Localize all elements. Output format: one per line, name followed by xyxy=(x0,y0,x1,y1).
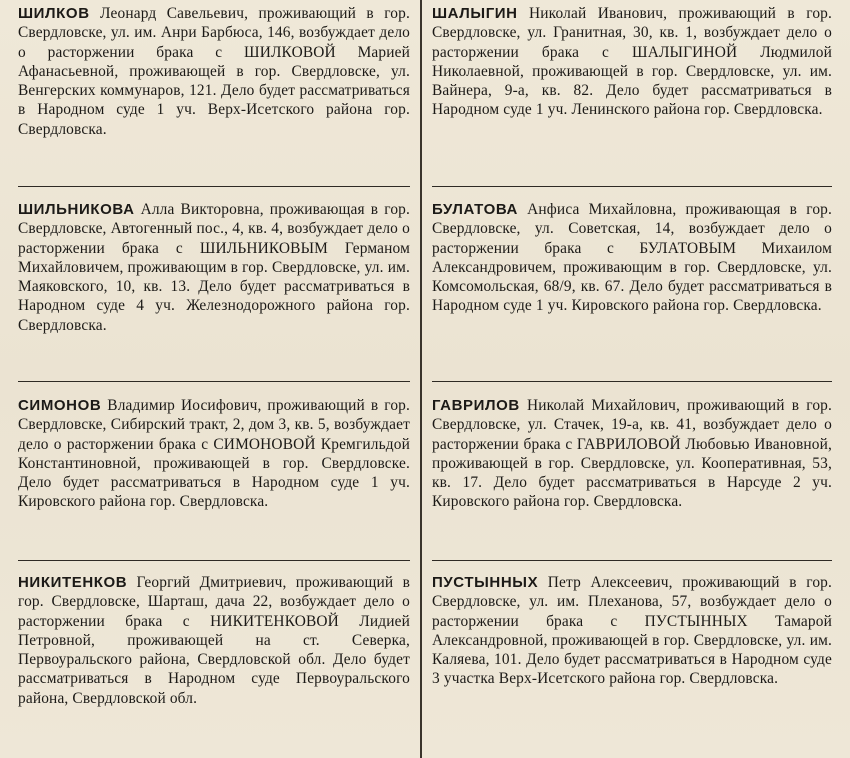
notice-nikitenkov xyxy=(18,573,410,708)
notice-surname: ШИЛЬНИКОВА xyxy=(18,201,135,218)
notice-divider xyxy=(18,186,410,187)
notice-gavrilov xyxy=(432,396,832,512)
notice-text: Владимир Иосифович, проживающий в гор. Свердловске, Сибирский тракт, 2, дом 3, кв. 5, возбуждает дело о расторжении брака с СИМОНОВОЙ Кремгильдой Константиновной, проживающей в гор. Свердловске. Дело будет рассматриваться в Народном суде 1 уч. Кировского района гор. Свердловска. xyxy=(18,397,411,511)
notice-text: Леонард Савельевич, проживающий в гор. Свердловске, ул. им. Анри Барбюса, 146, возбуждает дело о расторжении брака с ШИЛКОВОЙ Марией Афанасьевной, проживающей в гор. Свердловске, ул. Венгерских коммунаров, 121. Дело будет рассматриваться в Народном суде 1 уч. Верх-Исетского района гор. Свердловска. xyxy=(18,5,410,138)
notice-surname: ПУСТЫННЫХ xyxy=(432,574,539,591)
notice-pustynnykh xyxy=(432,573,832,689)
column-divider xyxy=(420,0,422,758)
notice-text: Алла Викторовна, проживающая в гор. Свердловске, Автогенный пос., 4, кв. 4, возбуждает дело о расторжении брака с ШИЛЬНИКОВЫМ Германом Михайловичем, проживающим в гор. Свердловске, ул. им. Маяковского, 10, кв. 13. Дело будет рассматриваться в Народном суде 4 уч. Железнодорожного района гор. Свердловска. xyxy=(18,201,411,334)
notice-divider xyxy=(18,381,410,382)
right-column xyxy=(432,0,832,758)
notice-surname: ГАВРИЛОВ xyxy=(432,397,520,414)
notice-bulatova xyxy=(432,200,832,316)
notice-divider xyxy=(432,560,832,561)
notice-text: Георгий Дмитриевич, проживающий в гор. Свердловске, Шарташ, дача 22, возбуждает дело о расторжении брака с НИКИТЕНКОВОЙ Лидией Петровной, проживающей на ст. Северка, Первоуральского района, Свердловской обл. Дело будет рассматриваться в Народном суде Первоуральского района, Свердловской обл. xyxy=(18,574,410,707)
notice-divider xyxy=(432,381,832,382)
notice-divider xyxy=(432,186,832,187)
notice-simonov xyxy=(18,396,410,512)
notice-surname: БУЛАТОВА xyxy=(432,201,518,218)
notice-text: Николай Михайлович, проживающий в гор. Свердловске, ул. Стачек, 19-а, кв. 41, возбуждает дело о расторжении брака с ГАВРИЛОВОЙ Любовью Ивановной, проживающей в гор. Свердловске, ул. Кооперативная, 53, кв. 17. Дело будет рассматриваться в Нарсуде 2 уч. Кировского района гор. Свердловска. xyxy=(432,397,833,511)
notice-text: Петр Алексеевич, проживающий в гор. Свердловске, ул. им. Плеханова, 57, возбуждает дело о расторжении брака с ПУСТЫННЫХ Тамарой Александровной, проживающей в гор. Свердловске, ул. им. Каляева, 101. Дело будет рассматриваться в Народном суде 3 участка Верх-Исетского района гор. Свердловска. xyxy=(432,574,833,688)
notice-shilkov xyxy=(18,4,410,139)
left-column xyxy=(18,0,410,758)
notice-text: Анфиса Михайловна, проживающая в гор. Свердловске, ул. Советская, 14, возбуждает дело о расторжении брака с БУЛАТОВЫМ Михаилом Александровичем, проживающим в гор. Свердловске, ул. Комсомольская, 68/9, кв. 67. Дело будет рассматриваться в Народном суде 1 уч. Кировского района гор. Свердловска. xyxy=(432,201,833,315)
notice-surname: ШАЛЫГИН xyxy=(432,5,518,22)
notice-shilnikova xyxy=(18,200,410,335)
notice-surname: НИКИТЕНКОВ xyxy=(18,574,128,591)
notice-text: Николай Иванович, проживающий в гор. Свердловске, ул. Гранитная, 30, кв. 1, возбуждает дело о расторжении брака с ШАЛЫГИНОЙ Людмилой Николаевной, проживающей в гор. Свердловске, ул. им. Вайнера, 9-а, кв. 82. Дело будет рассматриваться в Народном суде 1 уч. Ленинского района гор. Свердловска. xyxy=(432,5,833,119)
notice-surname: ШИЛКОВ xyxy=(18,5,90,22)
notice-surname: СИМОНОВ xyxy=(18,397,102,414)
notice-divider xyxy=(18,560,410,561)
notice-shalygin xyxy=(432,4,832,120)
